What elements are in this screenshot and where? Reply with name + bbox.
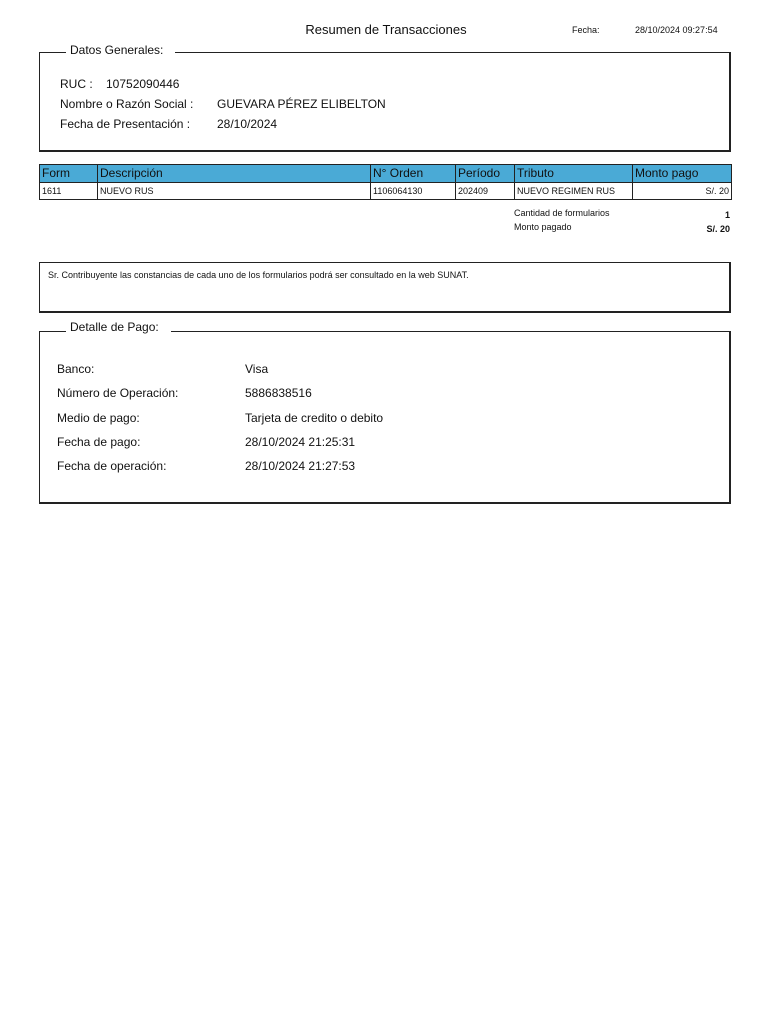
cell-periodo: 202409	[456, 183, 515, 200]
column-header-orden: N° Orden	[371, 165, 456, 183]
notice-text: Sr. Contribuyente las constancias de cada uno de los formularios podrá ser consultado en la web SUNAT.	[48, 270, 469, 280]
banco-value: Visa	[245, 362, 269, 376]
column-header-monto: Monto pago	[633, 165, 732, 183]
cantidad-formularios-value: 1	[724, 210, 730, 220]
cell-monto: S/. 20	[633, 183, 732, 200]
cantidad-formularios-label: Cantidad de formularios	[514, 208, 610, 218]
table-row	[40, 183, 732, 200]
medio-pago-value: Tarjeta de credito o debito	[245, 411, 384, 425]
numero-operacion-label: Número de Operación:	[57, 386, 179, 400]
ruc-label: RUC :	[60, 77, 93, 91]
datos-generales-legend: Datos Generales:	[66, 43, 175, 57]
page-title: Resumen de Transacciones	[305, 22, 467, 37]
transactions-table	[39, 164, 732, 200]
razon-social-label: Nombre o Razón Social :	[60, 97, 194, 111]
banco-label: Banco:	[57, 362, 95, 376]
monto-pagado-label: Monto pagado	[514, 222, 572, 232]
numero-operacion-value: 5886838516	[245, 386, 312, 400]
detalle-pago-box	[39, 331, 731, 504]
column-header-form: Form	[40, 165, 98, 183]
column-header-descripcion: Descripción	[98, 165, 371, 183]
medio-pago-label: Medio de pago:	[57, 411, 140, 425]
print-date-label: Fecha:	[572, 25, 600, 35]
fecha-operacion-value: 28/10/2024 21:27:53	[245, 459, 356, 473]
table-header-row	[40, 165, 732, 183]
fecha-pago-label: Fecha de pago:	[57, 435, 141, 449]
detalle-pago-legend: Detalle de Pago:	[66, 320, 171, 334]
ruc-value: 10752090446	[106, 77, 180, 91]
fecha-presentacion-value: 28/10/2024	[217, 117, 278, 131]
cell-orden: 1106064130	[371, 183, 456, 200]
cell-form: 1611	[40, 183, 98, 200]
print-date-value: 28/10/2024 09:27:54	[635, 25, 718, 35]
fecha-presentacion-label: Fecha de Presentación :	[60, 117, 191, 131]
fecha-operacion-label: Fecha de operación:	[57, 459, 167, 473]
razon-social-value: GUEVARA PÉREZ ELIBELTON	[217, 97, 386, 111]
monto-pagado-value: S/. 20	[706, 224, 730, 234]
column-header-periodo: Período	[456, 165, 515, 183]
column-header-tributo: Tributo	[515, 165, 633, 183]
fecha-pago-value: 28/10/2024 21:25:31	[245, 435, 356, 449]
cell-tributo: NUEVO REGIMEN RUS	[515, 183, 633, 200]
cell-descripcion: NUEVO RUS	[98, 183, 371, 200]
